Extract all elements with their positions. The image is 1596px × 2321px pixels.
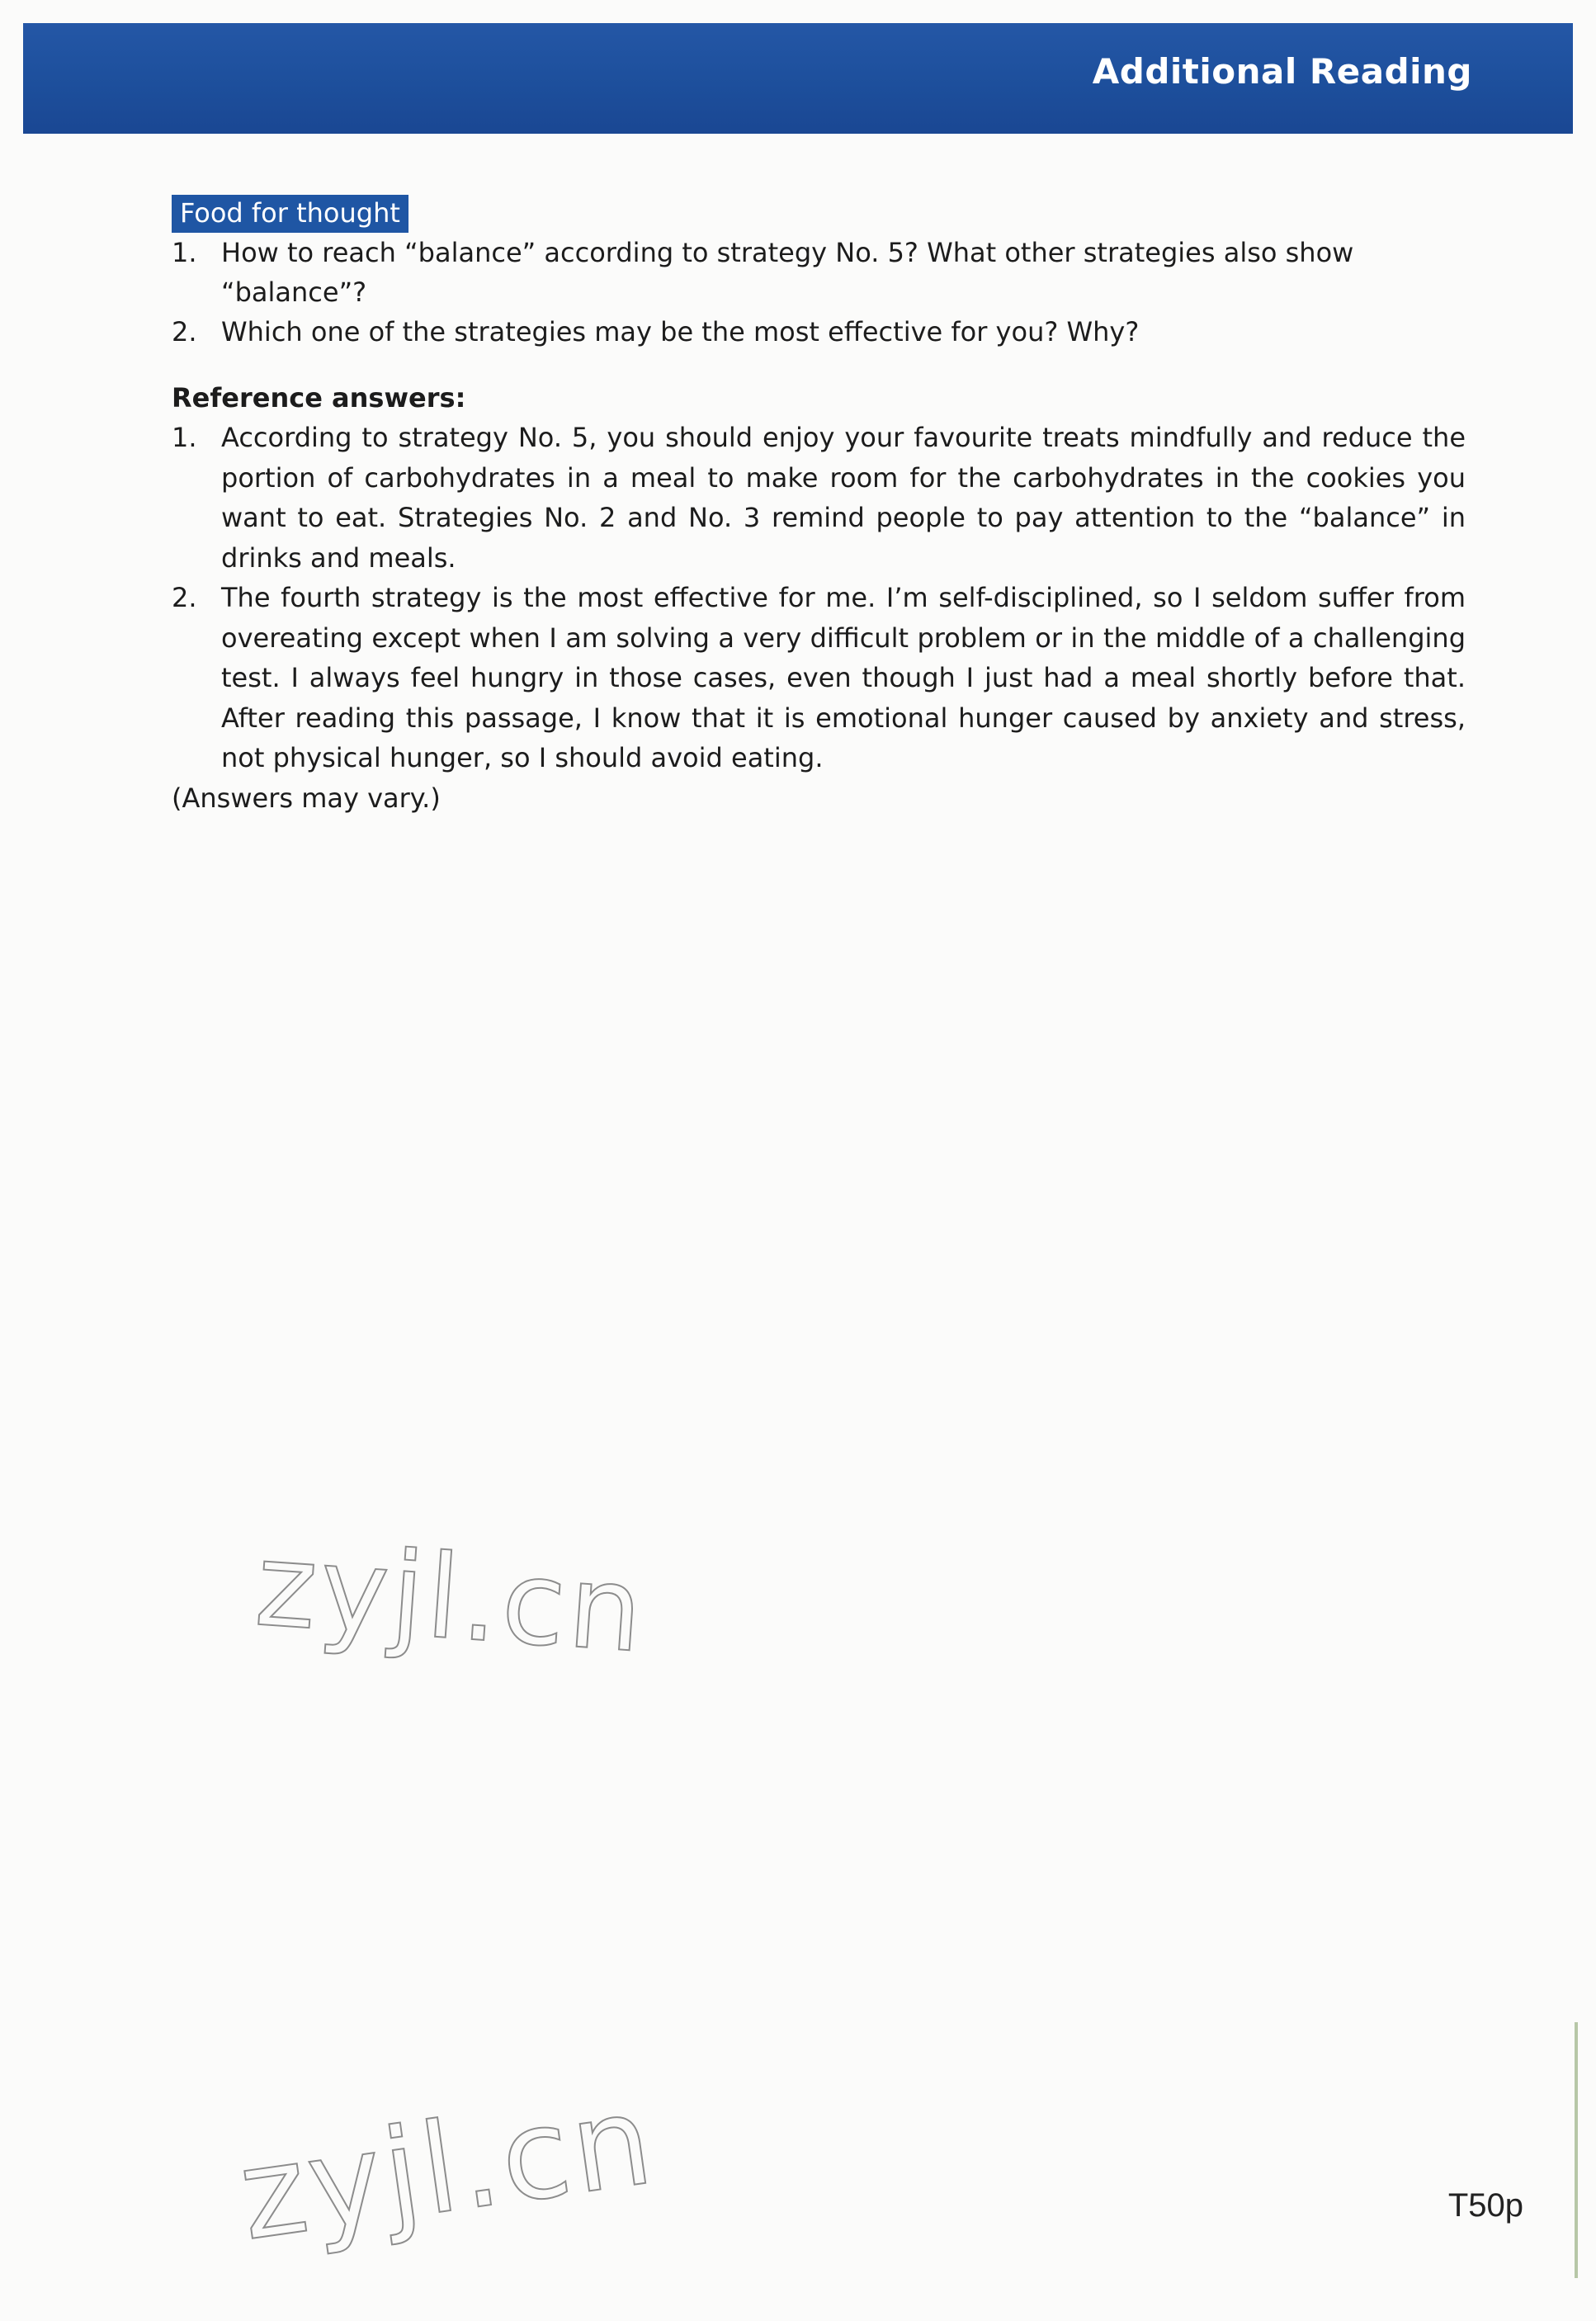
question-number: 2. <box>172 316 197 347</box>
food-for-thought-label: Food for thought <box>172 195 408 233</box>
answer-text: The fourth strategy is the most effective for me. I’m self-disciplined, so I seldom suffer from overeating except when I am solving a very difficult problem or in the middle of a challenging test. I always feel hungry in those cases, even though I just had a meal shortly before that. After reading this passage, I know that it is emotional hunger caused by anxiety and stress, not physical hunger, so I should avoid eating. <box>221 582 1466 773</box>
watermark: zyjl.cn <box>231 2068 663 2269</box>
answer-text: According to strategy No. 5, you should enjoy your favourite treats mindfully and reduce the portion of carbohydrates in a meal to make room for the carbohydrates in the cookies you want to eat. Strategies No. 2 and No. 3 remind people to pay attention to the “balance” in drinks and meals. <box>221 422 1466 574</box>
content-area <box>172 195 1466 818</box>
question-number: 1. <box>172 237 197 268</box>
reference-answers-heading: Reference answers: <box>172 382 466 414</box>
page-number: T50p <box>1447 2187 1523 2224</box>
page-header-title: Additional Reading <box>1092 51 1472 92</box>
question-list <box>172 233 1466 352</box>
question-item <box>172 233 1466 312</box>
answer-item <box>172 578 1466 778</box>
answer-number: 2. <box>172 582 197 613</box>
question-text: Which one of the strategies may be the most effective for you? Why? <box>221 316 1140 347</box>
answers-may-vary-note: (Answers may vary.) <box>172 782 441 814</box>
answer-list <box>172 418 1466 778</box>
question-item <box>172 312 1466 352</box>
answer-item <box>172 418 1466 578</box>
question-text: How to reach “balance” according to strategy No. 5? What other strategies also show “balance”? <box>221 237 1354 308</box>
page-edge-line <box>1575 2022 1578 2278</box>
watermark: zyjl.cn <box>251 1517 650 1680</box>
answer-number: 1. <box>172 422 197 453</box>
